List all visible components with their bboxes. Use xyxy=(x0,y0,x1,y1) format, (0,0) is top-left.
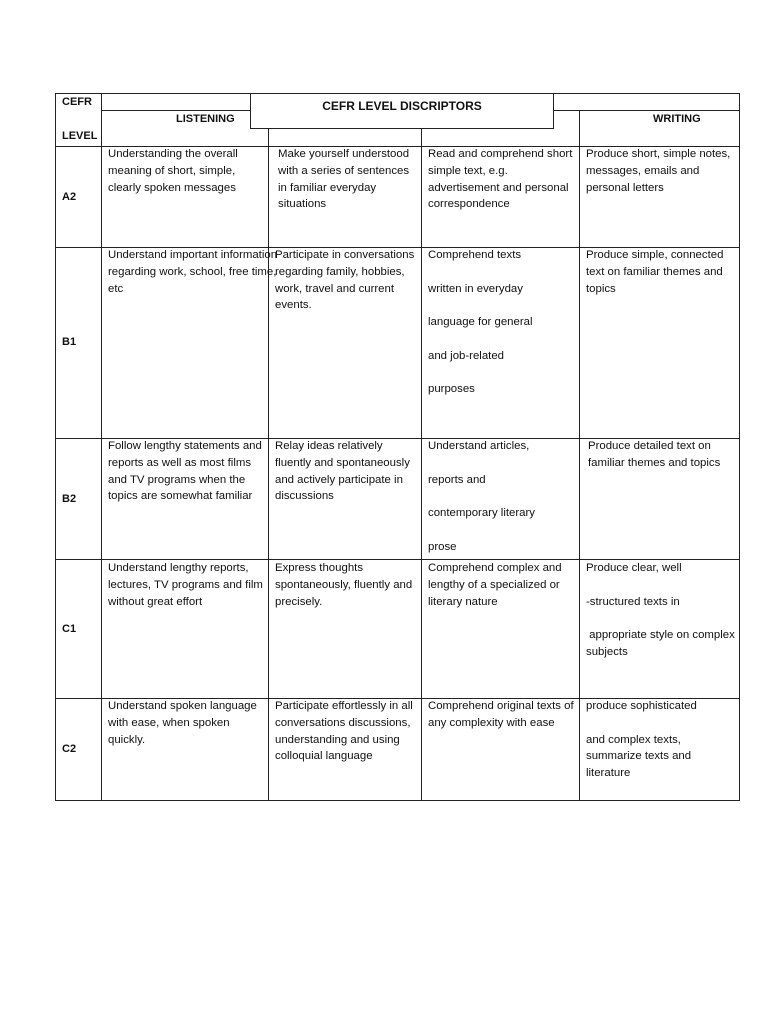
table-border-left xyxy=(55,93,56,801)
level-label-c2: C2 xyxy=(62,743,77,755)
cell-c2-writing: produce sophisticated and complex texts, summarize texts and literature xyxy=(586,700,697,780)
cell-a2-writing: Produce short, simple notes, messages, emails and personal letters xyxy=(586,148,731,194)
col-divider-level xyxy=(101,93,102,801)
table-border-right xyxy=(739,93,740,801)
cell-b1-writing: Produce simple, connected text on familiar themes and topics xyxy=(586,249,724,295)
cell-c1-reading: Comprehend complex and lengthy of a specialized or literary nature xyxy=(428,562,562,608)
level-header-level: LEVEL xyxy=(62,130,98,142)
col-divider-speaking xyxy=(421,129,422,801)
cell-a2-listening: Understanding the overall meaning of short, simple, clearly spoken messages xyxy=(108,148,238,194)
cell-c2-reading: Comprehend original texts of any complexity with ease xyxy=(428,700,574,729)
table-title: CEFR LEVEL DISCRIPTORS xyxy=(322,99,482,113)
level-header-cefr: CEFR xyxy=(62,96,92,108)
cell-b2-listening: Follow lengthy statements and reports as well as most films and TV programs when the topics are somewhat familiar xyxy=(108,440,262,503)
cell-c1-speaking: Express thoughts spontaneously, fluently and precisely. xyxy=(275,562,413,608)
cell-b2-reading: Understand articles, reports and contemporary literary prose xyxy=(428,440,535,553)
col-divider-listening xyxy=(268,129,269,801)
cell-a2-speaking: Make yourself understood with a series of sentences in familiar everyday situations xyxy=(278,148,410,211)
level-label-b2: B2 xyxy=(62,493,77,505)
cell-c2-listening: Understand spoken language with ease, when spoken quickly. xyxy=(108,700,257,746)
table-border-bottom xyxy=(55,800,740,801)
cell-b2-speaking: Relay ideas relatively fluently and spontaneously and actively participate in discussions xyxy=(275,440,410,503)
level-label-b1: B1 xyxy=(62,336,77,348)
table-title-box xyxy=(250,93,554,129)
cell-c1-writing: Produce clear, well -structured texts in appropriate style on complex subjects xyxy=(586,562,735,658)
cell-c1-listening: Understand lengthy reports, lectures, TV programs and film without great effort xyxy=(108,562,263,608)
cell-c2-speaking: Participate effortlessly in all conversations discussions, understanding and using colloquial language xyxy=(275,700,413,763)
level-label-c1: C1 xyxy=(62,623,77,635)
column-header-writing: WRITING xyxy=(653,113,701,125)
level-label-a2: A2 xyxy=(62,191,77,203)
column-header-listening: LISTENING xyxy=(176,113,235,125)
cell-b1-speaking: Participate in conversations regarding family, hobbies, work, travel and current events. xyxy=(275,249,415,312)
cell-b1-listening: Understand important information regarding work, school, free time, etc xyxy=(108,249,278,295)
cell-b2-writing: Produce detailed text on familiar themes and topics xyxy=(588,440,721,469)
cell-a2-reading: Read and comprehend short simple text, e.g. advertisement and personal correspondence xyxy=(428,148,573,211)
cell-b1-reading: Comprehend texts written in everyday language for general and job-related purposes xyxy=(428,249,533,396)
